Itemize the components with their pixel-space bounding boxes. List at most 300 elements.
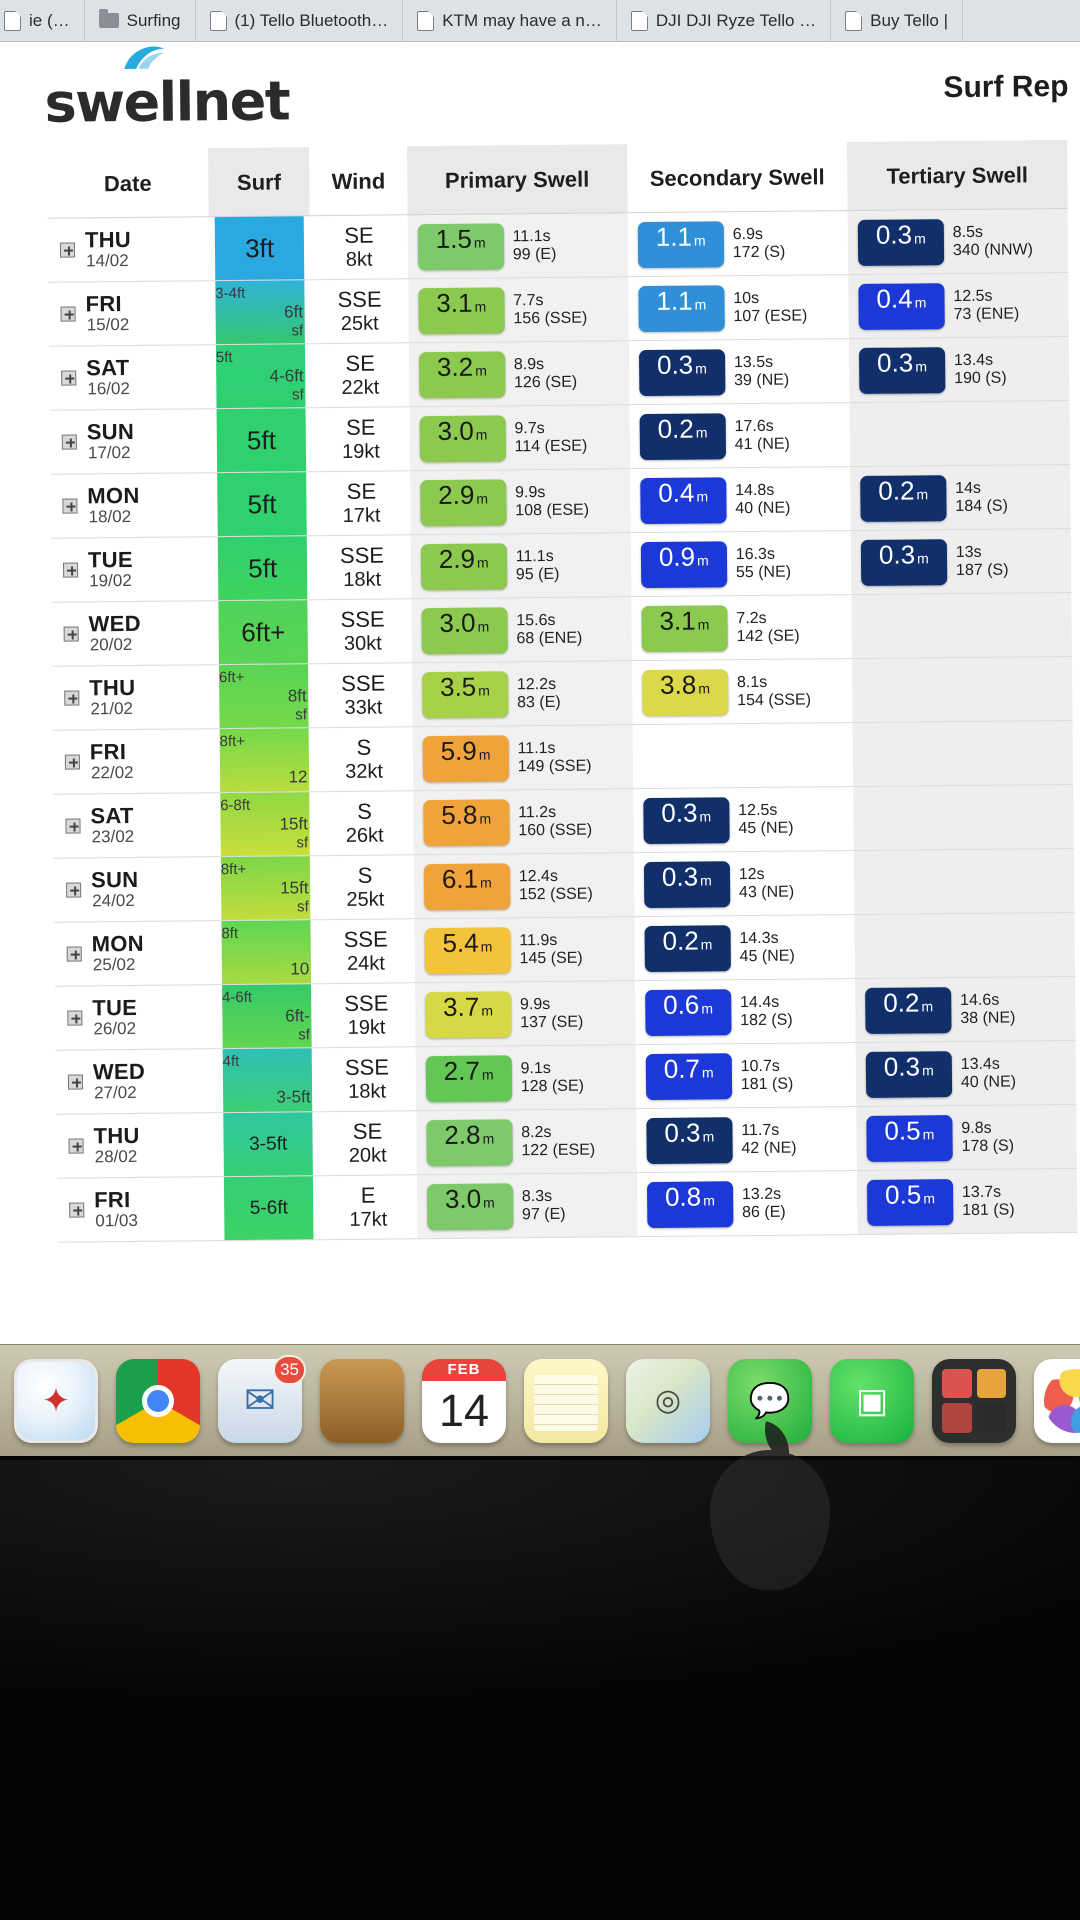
swell-direction: 156 (SSE) — [513, 309, 588, 327]
compass-needle-icon: ✦ — [41, 1381, 71, 1420]
swell-period: 13.7s — [961, 1183, 1002, 1201]
swell-height-pill — [639, 413, 725, 460]
row-day: THU — [93, 1123, 140, 1149]
swell-period: 9.9s — [514, 483, 546, 501]
cell-wind — [312, 407, 410, 472]
row-date: 23/02 — [91, 827, 135, 847]
photo-strip-icon — [942, 1369, 1006, 1433]
swell-height-pill — [425, 1055, 511, 1102]
swell-period: 9.9s — [519, 995, 551, 1013]
browser-tab[interactable] — [617, 0, 831, 41]
cell-date — [48, 281, 209, 347]
wind-speed: 17kt — [349, 1208, 388, 1231]
browser-tab-label: (1) Tello Bluetooth… — [234, 10, 389, 30]
swell-direction: 39 (NE) — [734, 371, 790, 389]
row-date: 18/02 — [88, 507, 132, 527]
col-header-surf[interactable]: Surf — [208, 147, 310, 216]
cell-wind — [311, 343, 409, 408]
cell-surf — [213, 728, 315, 793]
swell-height-pill — [425, 991, 511, 1038]
cell-wind — [310, 215, 408, 280]
cell-primary-swell — [411, 597, 632, 663]
compass-icon: ◎ — [654, 1384, 682, 1417]
row-date: 21/02 — [90, 699, 134, 719]
swell-height-pill — [638, 221, 724, 268]
swell-period: 11.9s — [519, 931, 558, 949]
row-date: 27/02 — [94, 1083, 137, 1103]
browser-tab-label: ie (… — [29, 10, 70, 30]
swell-height-unit: m — [475, 426, 488, 443]
swell-height: 0.3 — [883, 1050, 921, 1082]
cell-surf — [211, 472, 313, 537]
wind-speed: 18kt — [343, 568, 382, 591]
swell-period: 11.1s — [512, 227, 551, 245]
cell-date — [53, 793, 214, 859]
wind-speed: 25kt — [340, 312, 379, 335]
cell-wind — [317, 919, 415, 984]
swell-height-unit: m — [483, 1194, 495, 1211]
swell-direction: 68 (ENE) — [516, 629, 583, 647]
col-header-wind[interactable]: Wind — [309, 146, 407, 215]
swell-height-unit: m — [701, 1063, 714, 1081]
table-row — [51, 592, 1072, 666]
swell-height: 0.5 — [884, 1114, 921, 1146]
wave-icon — [122, 43, 168, 73]
wind-direction: S — [356, 734, 372, 760]
swell-direction: 128 (SE) — [520, 1077, 585, 1095]
table-row — [56, 1040, 1077, 1114]
cell-surf — [217, 1048, 319, 1113]
cell-tertiary-swell — [854, 848, 1075, 914]
table-row — [49, 336, 1070, 410]
swell-direction: 38 (NE) — [960, 1009, 1016, 1027]
cell-surf — [215, 856, 317, 921]
cell-secondary-swell — [630, 467, 851, 533]
cell-secondary-swell — [628, 275, 849, 341]
surf-height-low: 8ft — [287, 686, 307, 706]
swell-period: 13.2s — [741, 1185, 782, 1203]
swell-height-pill — [419, 415, 505, 462]
cell-tertiary-swell — [851, 528, 1072, 594]
expand-row-icon[interactable] — [67, 1010, 82, 1025]
wind-speed: 24kt — [346, 952, 385, 975]
row-day: THU — [89, 675, 136, 701]
swell-height-pill — [866, 1051, 952, 1098]
swell-height-unit: m — [478, 682, 490, 699]
swell-height: 0.2 — [657, 413, 694, 444]
swell-direction: 86 (E) — [741, 1203, 786, 1221]
expand-row-icon[interactable] — [65, 818, 80, 833]
page-icon — [631, 11, 648, 31]
cell-tertiary-swell — [857, 1168, 1078, 1234]
swell-height-unit: m — [699, 807, 712, 825]
surf-height-low: 3-5ft — [276, 1087, 311, 1107]
table-row — [50, 464, 1071, 538]
row-date: 20/02 — [89, 635, 133, 655]
cell-wind — [318, 1047, 416, 1112]
swell-direction: 152 (SSE) — [518, 885, 593, 903]
swell-height-unit: m — [696, 487, 709, 505]
forecast-rows — [48, 208, 1078, 1242]
wind-direction: SE — [345, 350, 375, 376]
facetime-icon[interactable] — [830, 1359, 914, 1443]
row-day: SUN — [86, 419, 135, 445]
stamp-icon: ✉ — [244, 1380, 276, 1422]
wind-direction: SSE — [341, 670, 386, 696]
wind-direction: SSE — [337, 286, 382, 312]
surf-height-low-sub: sf — [296, 834, 309, 852]
swell-direction: 99 (E) — [512, 245, 557, 263]
cell-surf — [212, 536, 314, 601]
surf-height-high: 8ft+ — [219, 732, 246, 751]
swell-height-unit: m — [477, 618, 490, 635]
col-header-date[interactable]: Date — [47, 148, 208, 218]
swell-direction: 145 (SE) — [519, 949, 583, 967]
cell-surf — [209, 216, 311, 281]
row-date: 16/02 — [87, 379, 130, 399]
expand-row-icon[interactable] — [61, 306, 76, 321]
cell-wind — [313, 535, 411, 600]
swell-height: 0.6 — [663, 989, 700, 1020]
row-date: 19/02 — [89, 571, 132, 591]
swell-period: 14s — [955, 479, 982, 497]
swell-height: 0.4 — [876, 282, 913, 314]
row-date: 17/02 — [87, 443, 131, 463]
forecast-table — [47, 140, 1077, 1243]
swell-direction: 95 (E) — [515, 565, 560, 583]
swell-direction: 97 (E) — [521, 1205, 566, 1223]
swell-height: 0.7 — [663, 1053, 701, 1084]
swell-height: 0.3 — [878, 538, 916, 570]
surf-height: 5ft — [248, 552, 278, 583]
cell-primary-swell — [410, 533, 631, 599]
swell-height-pill — [427, 1183, 513, 1230]
col-header-secondary-swell[interactable]: Secondary Swell — [627, 142, 848, 213]
col-header-primary-swell[interactable]: Primary Swell — [407, 144, 628, 215]
cell-tertiary-swell — [853, 784, 1074, 850]
swell-direction: 55 (NE) — [735, 563, 792, 581]
swell-height: 0.2 — [878, 474, 915, 506]
swell-height-unit: m — [698, 679, 711, 697]
swell-period: 8.9s — [513, 355, 545, 373]
cell-primary-swell — [410, 469, 631, 535]
swell-period: 10.7s — [740, 1057, 780, 1075]
surf-height-high: 5ft — [215, 348, 233, 367]
cell-date — [57, 1177, 218, 1243]
wind-direction: S — [356, 798, 372, 824]
swell-height-unit: m — [922, 1125, 935, 1142]
swell-height: 0.2 — [662, 925, 699, 956]
swell-period: 9.1s — [520, 1059, 551, 1077]
surf-height: 3ft — [244, 232, 275, 263]
swell-period: 17.6s — [734, 417, 774, 435]
photo-booth-icon[interactable] — [932, 1359, 1016, 1443]
browser-tab[interactable] — [403, 0, 617, 41]
cell-date — [52, 665, 213, 731]
surf-height-low: 15ft — [279, 814, 308, 834]
swell-direction: 43 (NE) — [738, 883, 795, 901]
swell-height: 3.1 — [436, 287, 473, 318]
wind-direction: SE — [344, 222, 374, 248]
surf-height-low-sub: sf — [296, 898, 309, 916]
swell-height: 0.3 — [664, 1117, 701, 1148]
cell-wind — [316, 855, 414, 920]
surf-height: 6ft+ — [241, 616, 286, 647]
cell-secondary-swell — [635, 979, 856, 1045]
swell-height-unit: m — [923, 1189, 936, 1206]
swell-height-unit: m — [473, 234, 486, 251]
cell-primary-swell — [409, 341, 630, 407]
swell-height-pill — [865, 987, 951, 1034]
swell-height-unit: m — [478, 746, 491, 763]
row-date: 01/03 — [95, 1211, 138, 1231]
swell-height: 0.9 — [658, 541, 696, 572]
mail-icon[interactable] — [218, 1359, 302, 1443]
swell-height: 1.5 — [435, 223, 473, 254]
expand-row-icon[interactable] — [61, 370, 76, 385]
expand-row-icon[interactable] — [67, 946, 82, 961]
photos-icon[interactable] — [1034, 1359, 1080, 1443]
cell-secondary-swell — [629, 403, 850, 469]
swell-height: 5.4 — [442, 927, 479, 958]
swell-period: 8.1s — [736, 673, 768, 691]
swell-direction: 41 (NE) — [734, 435, 790, 453]
swell-period: 12.5s — [738, 801, 778, 819]
cell-surf — [216, 984, 318, 1049]
row-date: 24/02 — [92, 891, 135, 911]
row-day: SAT — [90, 803, 134, 829]
swell-period: 12.2s — [516, 675, 557, 693]
expand-row-icon[interactable] — [68, 1074, 83, 1089]
swell-height-unit: m — [695, 359, 707, 377]
swell-period: 6.9s — [732, 225, 764, 243]
page-icon — [210, 11, 227, 31]
row-day: WED — [92, 1059, 146, 1085]
table-row — [48, 272, 1069, 346]
swellnet-logo[interactable] — [44, 69, 289, 134]
swell-period: 13.4s — [960, 1055, 1000, 1073]
swell-height-unit: m — [921, 1061, 934, 1078]
swell-direction: 137 (SE) — [520, 1013, 584, 1031]
wind-speed: 19kt — [341, 440, 381, 463]
cell-wind — [315, 727, 413, 792]
wind-direction: SSE — [339, 542, 385, 568]
swell-height: 5.9 — [440, 735, 477, 766]
swell-height: 0.2 — [883, 986, 920, 1018]
swell-height-unit: m — [915, 357, 928, 374]
row-date: 26/02 — [93, 1019, 137, 1039]
surf-height: 5ft — [246, 424, 277, 455]
swell-height-unit: m — [921, 997, 934, 1014]
speech-bubble-icon: 💬 — [748, 1381, 792, 1420]
wind-speed: 33kt — [344, 696, 383, 719]
swell-direction: 122 (ESE) — [521, 1141, 596, 1159]
swell-period: 12s — [738, 865, 765, 883]
table-row — [54, 848, 1075, 922]
swell-height-unit: m — [701, 999, 714, 1017]
cell-surf — [214, 792, 316, 857]
swell-height-pill — [639, 349, 725, 396]
swell-height-pill — [420, 479, 506, 526]
swell-direction: 83 (E) — [517, 693, 561, 711]
cell-wind — [313, 471, 411, 536]
cell-surf — [215, 920, 317, 985]
expand-row-icon[interactable] — [62, 434, 77, 449]
surf-height: 5-6ft — [249, 1197, 288, 1219]
swell-direction: 73 (ENE) — [953, 304, 1020, 323]
swell-height-unit: m — [693, 231, 706, 249]
surf-height: 3-5ft — [249, 1133, 288, 1155]
swell-direction: 42 (NE) — [741, 1139, 797, 1157]
calendar-icon[interactable] — [422, 1359, 506, 1443]
expand-row-icon[interactable] — [65, 754, 80, 769]
expand-row-icon[interactable] — [69, 1202, 84, 1217]
cell-date — [55, 985, 216, 1051]
row-day: MON — [91, 931, 145, 957]
safari-icon[interactable] — [14, 1359, 98, 1443]
cell-surf — [217, 1112, 319, 1177]
expand-row-icon[interactable] — [62, 498, 77, 513]
swell-height-unit: m — [481, 1066, 494, 1083]
page-title: Surf Rep — [943, 69, 1069, 105]
swell-height: 0.3 — [876, 346, 914, 378]
expand-row-icon[interactable] — [63, 562, 78, 577]
cell-date — [50, 409, 211, 475]
cell-primary-swell — [412, 661, 633, 727]
swell-period: 11.2s — [518, 803, 557, 821]
swell-direction: 149 (SSE) — [517, 757, 592, 775]
swell-height: 3.2 — [436, 351, 474, 382]
swell-height: 0.8 — [664, 1181, 702, 1212]
swell-height: 3.5 — [439, 671, 477, 702]
swell-height: 6.1 — [441, 863, 479, 894]
swell-height-unit: m — [480, 938, 493, 955]
swell-period: 8.5s — [952, 223, 984, 241]
swell-height-pill — [638, 285, 724, 332]
table-row — [53, 720, 1074, 794]
swell-direction: 45 (NE) — [739, 947, 795, 965]
row-day: TUE — [92, 995, 138, 1021]
mail-unread-badge: 35 — [273, 1355, 306, 1385]
swell-height-pill — [643, 797, 729, 844]
browser-tab[interactable] — [196, 0, 404, 41]
row-day: SAT — [86, 355, 130, 381]
swell-period: 10s — [733, 289, 760, 307]
swell-height-unit: m — [703, 1191, 715, 1209]
notes-icon[interactable] — [524, 1359, 608, 1443]
cell-tertiary-swell — [850, 464, 1071, 530]
swell-height-unit: m — [702, 1127, 715, 1145]
swell-height-pill — [424, 863, 510, 910]
swell-direction: 172 (S) — [732, 243, 786, 261]
expand-row-icon[interactable] — [60, 242, 75, 257]
swell-height: 1.1 — [655, 221, 693, 252]
swell-height: 3.7 — [442, 991, 480, 1022]
table-row — [52, 656, 1073, 730]
cell-wind — [319, 1111, 417, 1176]
swell-direction: 126 (SE) — [513, 373, 578, 391]
cell-date — [53, 729, 214, 795]
swell-height: 2.9 — [438, 543, 476, 574]
cell-secondary-swell — [633, 787, 854, 853]
expand-row-icon[interactable] — [69, 1138, 84, 1153]
cell-secondary-swell — [632, 659, 853, 725]
swell-height-unit: m — [476, 490, 489, 507]
swell-height-pill — [421, 607, 507, 654]
swell-height-pill — [644, 925, 730, 972]
cell-tertiary-swell — [848, 208, 1069, 274]
row-date: 15/02 — [86, 315, 130, 335]
swell-direction: 114 (ESE) — [514, 437, 588, 455]
chrome-icon[interactable] — [116, 1359, 200, 1443]
wind-speed: 26kt — [345, 824, 384, 847]
row-date: 22/02 — [90, 763, 134, 783]
swell-height-unit: m — [476, 554, 489, 571]
apple-logo-icon — [710, 1450, 830, 1590]
wind-speed: 32kt — [345, 760, 384, 783]
dark-background — [0, 1456, 1080, 1920]
cell-wind — [311, 279, 409, 344]
swell-height-unit: m — [700, 871, 712, 889]
wind-direction: SE — [345, 414, 376, 440]
cell-wind — [314, 663, 412, 728]
expand-row-icon[interactable] — [66, 882, 81, 897]
swell-direction: 181 (S) — [962, 1201, 1015, 1219]
swell-period: 9.7s — [514, 419, 545, 437]
wind-direction: SSE — [344, 990, 389, 1016]
swell-direction: 107 (ESE) — [733, 306, 808, 325]
swell-height-pill — [645, 989, 731, 1036]
expand-row-icon[interactable] — [64, 690, 79, 705]
cell-secondary-swell — [631, 531, 852, 597]
expand-row-icon[interactable] — [64, 626, 79, 641]
wind-speed: 22kt — [341, 376, 380, 399]
swell-period: 8.2s — [521, 1123, 552, 1141]
surf-height-high: 6ft+ — [218, 668, 245, 687]
swell-direction: 340 (NNW) — [952, 240, 1034, 259]
maps-icon[interactable] — [626, 1359, 710, 1443]
browser-tab[interactable] — [0, 0, 85, 41]
swell-height-pill — [860, 475, 946, 522]
swell-height-pill — [419, 351, 505, 398]
swell-period: 13s — [955, 543, 982, 561]
swell-period: 14.3s — [739, 929, 779, 947]
wind-speed: 17kt — [342, 504, 381, 527]
browser-tab[interactable] — [831, 0, 963, 41]
swell-period: 11.1s — [517, 739, 556, 757]
surf-height-low-sub: sf — [298, 1026, 311, 1044]
web-page — [0, 42, 1080, 1344]
wind-direction: S — [357, 862, 373, 888]
swell-height-unit: m — [482, 1130, 495, 1147]
surf-height-low: 10 — [290, 959, 310, 979]
swell-height: 0.3 — [875, 218, 913, 250]
books-icon[interactable] — [320, 1359, 404, 1443]
wind-speed: 8kt — [345, 248, 373, 271]
swell-direction: 142 (SE) — [736, 627, 800, 645]
browser-tab-strip — [0, 0, 1080, 42]
swell-height-pill — [422, 671, 508, 718]
swell-height-pill — [647, 1181, 733, 1228]
swell-height: 0.5 — [884, 1178, 922, 1210]
cell-primary-swell — [412, 725, 633, 791]
swell-height-pill — [646, 1053, 732, 1100]
notes-lines-icon — [534, 1375, 598, 1431]
col-header-tertiary-swell[interactable]: Tertiary Swell — [847, 140, 1068, 211]
browser-tab[interactable] — [85, 0, 196, 41]
swell-direction: 187 (S) — [955, 561, 1009, 579]
cell-primary-swell — [417, 1173, 638, 1239]
